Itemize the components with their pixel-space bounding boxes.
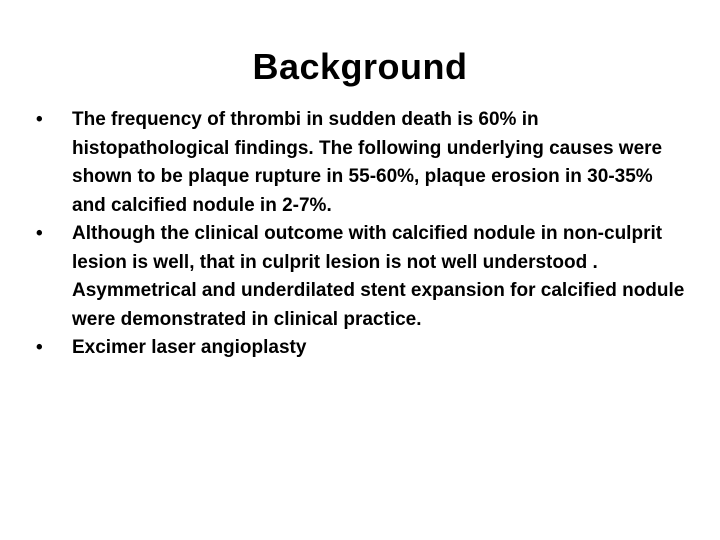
bullet-marker: •: [36, 223, 43, 244]
bullet-list: [36, 106, 686, 363]
bullet-text: The frequency of thrombi in sudden death is 60% in histopathological findings. The following underlying causes were shown to be plaque rupture in 55-60%, plaque erosion in 30-35% and calcified nodule in 2-7%.: [72, 109, 663, 216]
bullet-marker: •: [36, 109, 43, 130]
bullet-item: [36, 220, 686, 334]
slide-title: Background: [252, 46, 468, 87]
bullet-text: Although the clinical outcome with calcified nodule in non-culprit lesion is well, that in culprit lesion is not well understood . Asymmetrical and underdilated stent expansion for calcified nodule were demonstrated in clinical practice.: [72, 223, 685, 330]
bullet-item: [36, 106, 686, 220]
bullet-item: [36, 334, 686, 363]
bullet-marker: •: [36, 337, 43, 358]
bullet-text: Excimer laser angioplasty: [72, 337, 307, 358]
